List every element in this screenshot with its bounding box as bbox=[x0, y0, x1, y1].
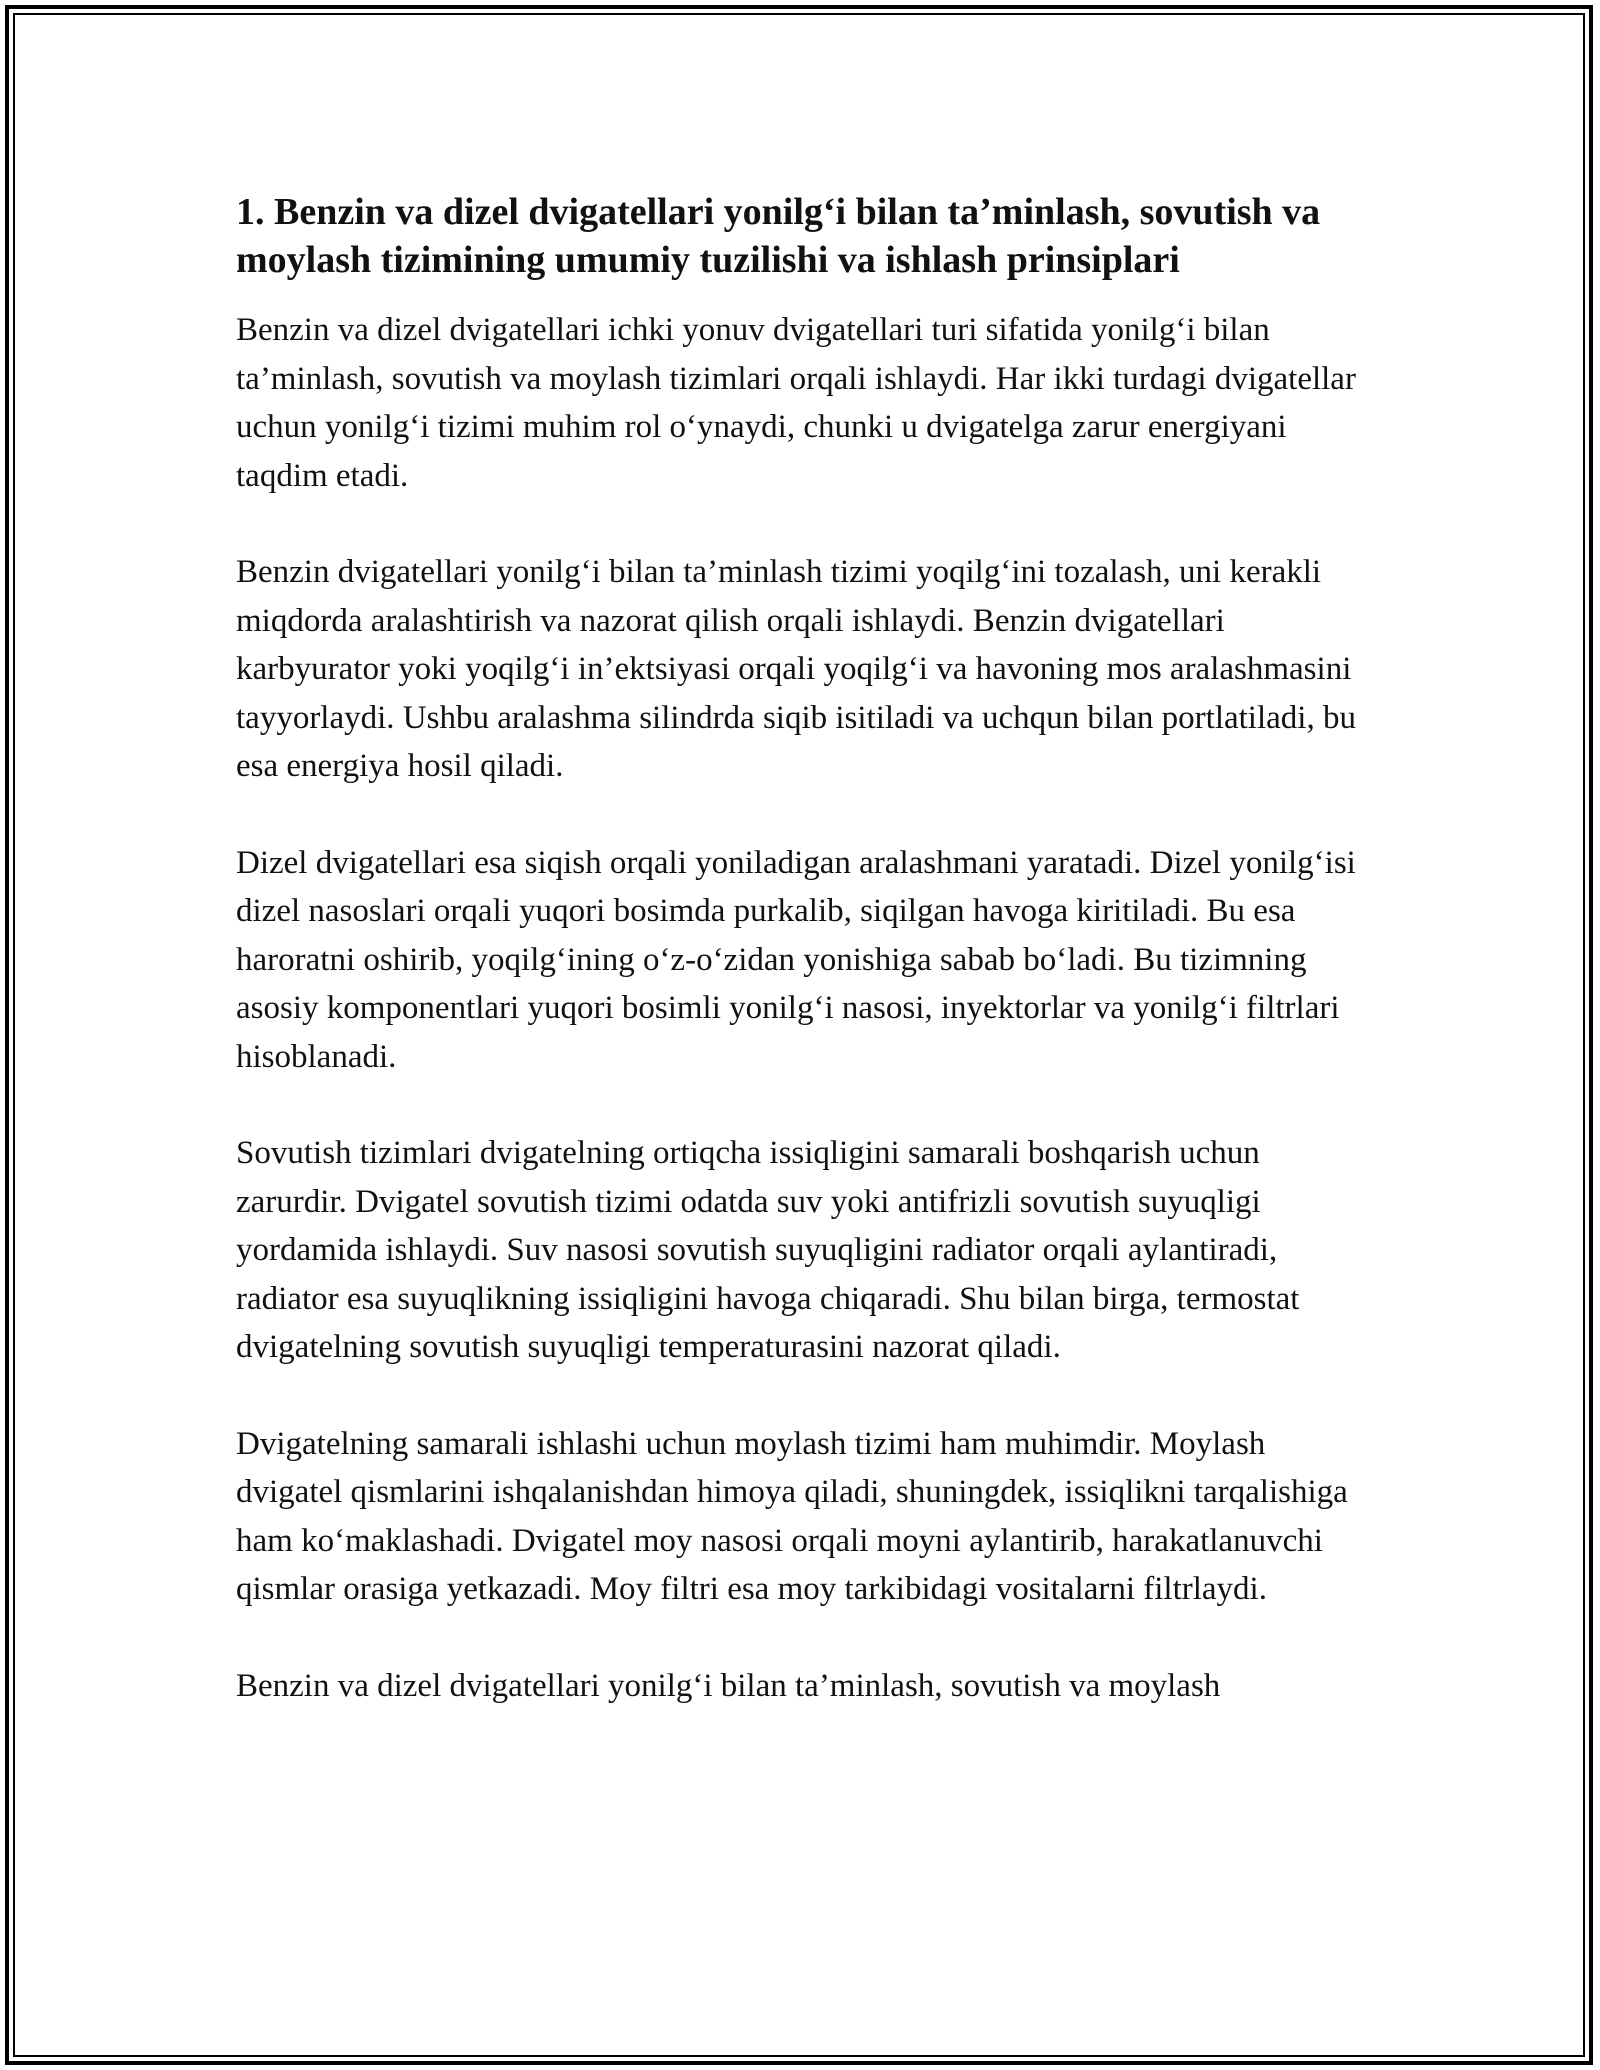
paragraph-summary-start: Benzin va dizel dvigatellari yonilg‘i bilan ta’minlash, sovutish va moylash bbox=[236, 1667, 1221, 1704]
paragraph-lubrication-system: Dvigatelning samarali ishlashi uchun moylash tizimi ham muhimdir. Moylash dvigatel qismlarini ishqalanishdan himoya qiladi, shuningdek, issiqlikni tarqalishiga ham ko‘maklashadi. Dvigatel moy nasosi orqali moyni aylantirib, harakatlanuvchi qismlar orasiga yetkazadi. Moy filtri esa moy tarkibidagi vositalarni filtrlaydi. bbox=[236, 1425, 1348, 1607]
paragraph-intro: Benzin va dizel dvigatellari ichki yonuv dvigatellari turi sifatida yonilg‘i bilan ta’minlash, sovutish va moylash tizimlari orqali ishlaydi. Har ikki turdagi dvigatellar uchun yonilg‘i tizimi muhim rol o‘ynaydi, chunki u dvigatelga zarur energiyani taqdim etadi. bbox=[236, 312, 1356, 494]
paragraph-diesel-fuel-system: Dizel dvigatellari esa siqish orqali yoniladigan aralashmani yaratadi. Dizel yonilg‘isi dizel nasoslari orqali yuqori bosimda purkalib, siqilgan havoga kiritiladi. Bu esa haroratni oshirib, yoqilg‘ining o‘z-o‘zidan yonishiga sabab bo‘ladi. Bu tizimning asosiy komponentlari yuqori bosimli yonilg‘i nasosi, inyektorlar va yonilg‘i filtrlari hisoblanadi. bbox=[236, 844, 1356, 1075]
paragraph-cooling-system: Sovutish tizimlari dvigatelning ortiqcha issiqligini samarali boshqarish uchun zarurdir. Dvigatel sovutish tizimi odatda suv yoki antifrizli sovutish suyuqligi yordamida ishlaydi. Suv nasosi sovutish suyuqligini radiator orqali aylantiradi, radiator esa suyuqlikning issiqligini havoga chiqaradi. Shu bilan birga, termostat dvigatelning sovutish suyuqligi temperaturasini nazorat qiladi. bbox=[236, 1135, 1300, 1365]
paragraph-petrol-fuel-system: Benzin dvigatellari yonilg‘i bilan ta’minlash tizimi yoqilg‘ini tozalash, uni kerakli miqdorda aralashtirish va nazorat qilish orqali ishlaydi. Benzin dvigatellari karbyurator yoki yoqilg‘i in’ektsiyasi orqali yoqilg‘i va havoning mos aralashmasini tayyorlaydi. Ushbu aralashma silindrda siqib isitiladi va uchqun bilan portlatiladi, bu esa energiya hosil qiladi. bbox=[236, 554, 1356, 784]
document-body bbox=[236, 188, 1376, 1758]
section-heading: 1. Benzin va dizel dvigatellari yonilg‘i bilan ta’minlash, sovutish va moylash tizimining umumiy tuzilishi va ishlash prinsiplari bbox=[236, 191, 1321, 281]
